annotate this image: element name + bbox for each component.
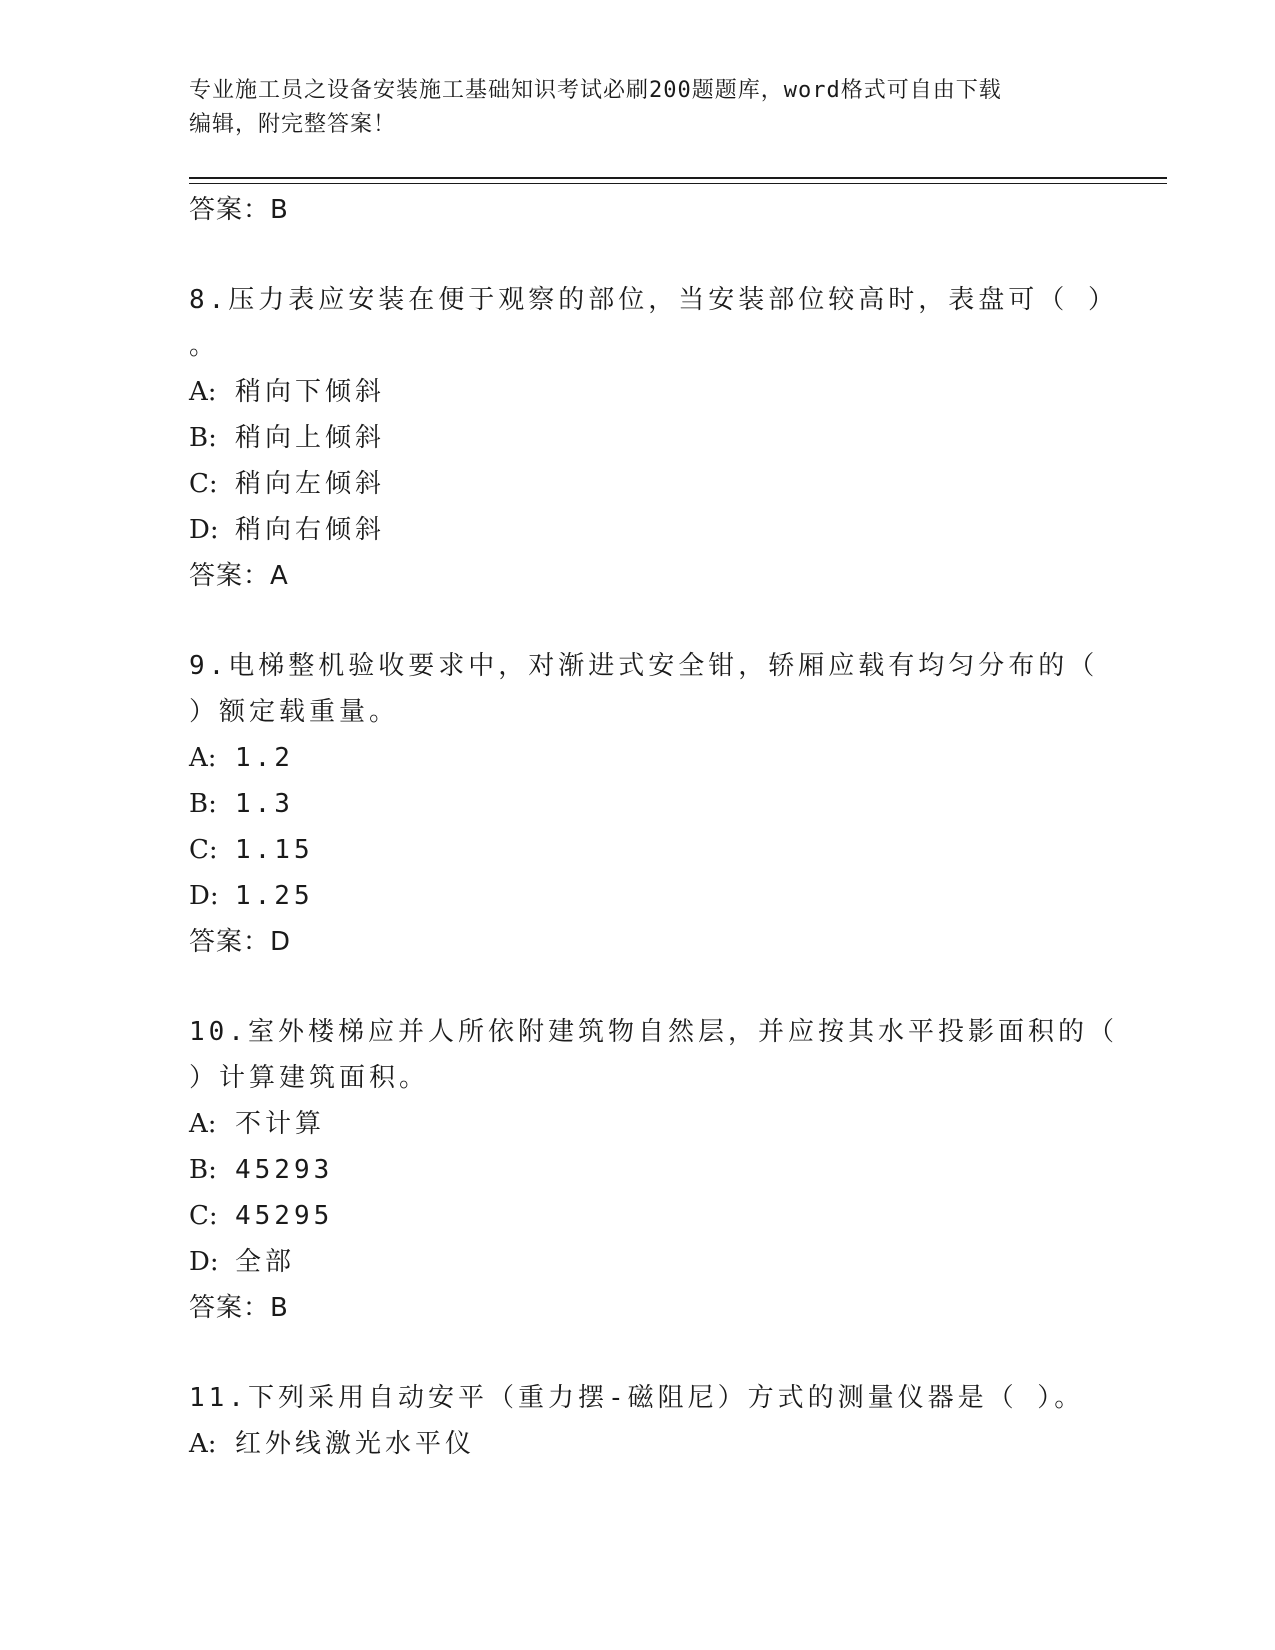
question-8-option-d bbox=[189, 513, 385, 547]
question-8-option-c bbox=[189, 467, 385, 501]
option-label: A: bbox=[189, 743, 217, 773]
question-10-option-c bbox=[189, 1199, 333, 1233]
option-text: 45295 bbox=[235, 1201, 334, 1231]
question-8-option-a bbox=[189, 375, 385, 409]
question-9-option-d bbox=[189, 879, 314, 913]
question-8-answer: 答案：A bbox=[189, 561, 289, 591]
option-text: 稍向下倾斜 bbox=[235, 377, 386, 407]
option-label: D: bbox=[189, 515, 219, 545]
question-10-option-d bbox=[189, 1245, 295, 1279]
question-10-stem-line1: 10.室外楼梯应并人所依附建筑物自然层，并应按其水平投影面积的（ bbox=[189, 1017, 1118, 1047]
question-9-option-b bbox=[189, 787, 294, 821]
option-label: C: bbox=[189, 1201, 218, 1231]
question-9-answer: 答案：D bbox=[189, 927, 292, 957]
header-title-line2: 编辑，附完整答案！ bbox=[189, 112, 397, 137]
option-text: 全部 bbox=[235, 1247, 296, 1277]
question-8-stem-line1: 8.压力表应安装在便于观察的部位，当安装部位较高时，表盘可（ ） bbox=[189, 285, 1118, 315]
header-divider-thin bbox=[189, 183, 1167, 184]
question-10-option-b bbox=[189, 1153, 333, 1187]
option-label: B: bbox=[189, 789, 217, 819]
option-text: 不计算 bbox=[235, 1109, 326, 1139]
option-label: A: bbox=[189, 1109, 217, 1139]
option-label: B: bbox=[189, 423, 217, 453]
question-9-option-c bbox=[189, 833, 314, 867]
question-10-option-a bbox=[189, 1107, 325, 1141]
option-text: 1.25 bbox=[235, 881, 314, 911]
option-text: 1.2 bbox=[235, 743, 294, 773]
question-9-stem-line2: ）额定载重量。 bbox=[189, 697, 400, 727]
document-header bbox=[189, 74, 1089, 142]
option-label: B: bbox=[189, 1155, 217, 1185]
option-text: 稍向右倾斜 bbox=[235, 515, 386, 545]
question-11-stem-line1: 11.下列采用自动安平（重力摆-磁阻尼）方式的测量仪器是（ ）。 bbox=[189, 1383, 1085, 1413]
question-10-answer: 答案：B bbox=[189, 1293, 289, 1323]
option-label: C: bbox=[189, 469, 218, 499]
answer-prev: 答案：B bbox=[189, 195, 289, 225]
option-text: 稍向左倾斜 bbox=[235, 469, 386, 499]
option-label: A: bbox=[189, 1429, 217, 1459]
question-11-option-a bbox=[189, 1427, 475, 1461]
header-title-line1: 专业施工员之设备安装施工基础知识考试必刷200题题库，word格式可自由下载 bbox=[189, 78, 1002, 103]
option-text: 稍向上倾斜 bbox=[235, 423, 386, 453]
question-8-option-b bbox=[189, 421, 385, 455]
option-label: D: bbox=[189, 881, 219, 911]
question-9-option-a bbox=[189, 741, 294, 775]
option-text: 45293 bbox=[235, 1155, 334, 1185]
option-label: D: bbox=[189, 1247, 219, 1277]
option-label: C: bbox=[189, 835, 218, 865]
option-text: 红外线激光水平仪 bbox=[235, 1429, 476, 1459]
option-text: 1.15 bbox=[235, 835, 314, 865]
header-divider-thick bbox=[189, 177, 1167, 179]
option-text: 1.3 bbox=[235, 789, 294, 819]
question-10-stem-line2: ）计算建筑面积。 bbox=[189, 1063, 430, 1093]
question-8-stem-line2: 。 bbox=[189, 331, 220, 361]
option-label: A: bbox=[189, 377, 217, 407]
question-9-stem-line1: 9.电梯整机验收要求中，对渐进式安全钳，轿厢应载有均匀分布的（ bbox=[189, 651, 1099, 681]
